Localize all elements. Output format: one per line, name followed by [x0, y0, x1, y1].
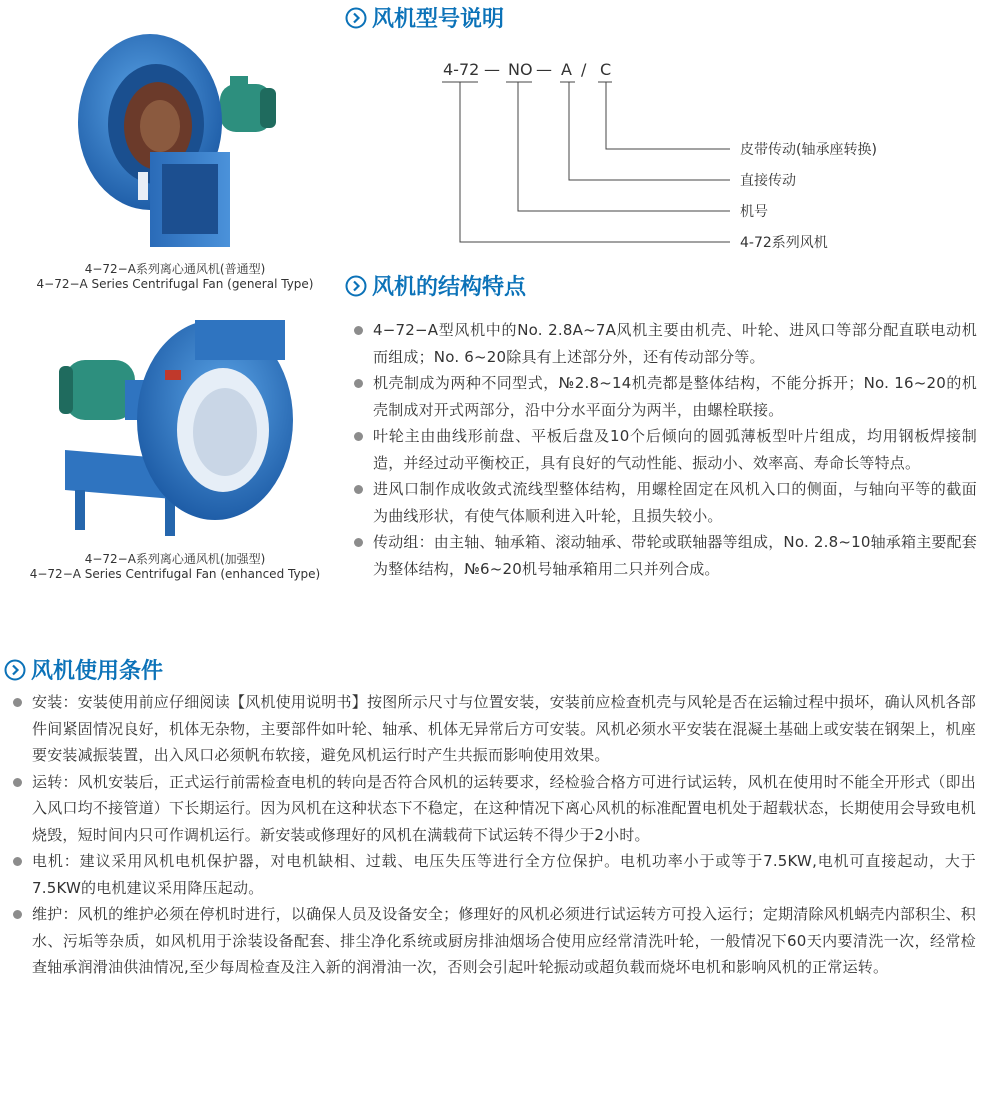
code-label-belt: 皮带传动(轴承座转换) [740, 142, 877, 158]
caption-en: 4−72−A Series Centrifugal Fan (enhanced Type) [29, 567, 321, 581]
caption-cn: 4−72−A系列离心通风机(加强型) [84, 552, 266, 566]
section-title-text: 风机使用条件 [31, 659, 164, 684]
fan-image-enhanced [55, 300, 295, 540]
model-code-diagram [430, 55, 910, 255]
caption-cn: 4−72−A系列离心通风机(普通型) [84, 262, 266, 276]
fan-caption-general [20, 262, 330, 292]
section-title-structure [345, 270, 526, 301]
list-item: 4−72−A型风机中的No. 2.8A~7A风机主要由机壳、叶轮、进风口等部分配直联电动机而组成；No. 6~20除具有上述部分外，还有传动部分等。 [353, 317, 977, 370]
section-title-text: 风机的结构特点 [372, 275, 527, 300]
chevron-right-circle-icon [345, 275, 367, 297]
code-part-dash: — [536, 60, 552, 79]
code-part-c: C [600, 60, 612, 79]
section-title-text: 风机型号说明 [372, 7, 505, 32]
list-item: 传动组：由主轴、轴承箱、滚动轴承、带轮或联轴器等组成，No. 2.8~10轴承箱主要配套为整体结构，№6~20机号轴承箱用二只并列合成。 [353, 529, 977, 582]
code-part-slash: / [581, 60, 587, 79]
list-item: 机壳制成为两种不同型式，№2.8~14机壳都是整体结构，不能分拆开；No. 16~20的机壳制成对开式两部分，沿中分水平面分为两半，由螺栓联接。 [353, 370, 977, 423]
code-part-a: A [561, 60, 572, 79]
fan-caption-enhanced [20, 552, 330, 582]
caption-en: 4−72−A Series Centrifugal Fan (general Type) [36, 277, 314, 291]
code-label-no: 机号 [740, 204, 768, 220]
code-part-series: 4-72 [443, 60, 480, 79]
section-title-usage [4, 654, 163, 685]
list-item: 安装：安装使用前应仔细阅读【风机使用说明书】按图所示尺寸与位置安装，安装前应检查机壳与风轮是否在运输过程中损坏，确认风机各部件间紧固情况良好，机体无杂物，主要部件如叶轮、轴承、机体无异常后方可安装。风机必须水平安装在混凝土基础上或安装在钢架上，机座要安装减振装置，出入风口必须帆布软接，避免风机运行时产生共振而影响使用效果。 [12, 689, 976, 769]
list-item: 电机：建议采用风机电机保护器，对电机缺相、过载、电压失压等进行全方位保护。电机功率小于或等于7.5KW,电机可直接起动，大于7.5KW的电机建议采用降压起动。 [12, 848, 976, 901]
code-part-no: NO [508, 60, 533, 79]
code-label-series: 4-72系列风机 [740, 235, 828, 251]
code-part-dash: — [484, 60, 500, 79]
list-item: 维护：风机的维护必须在停机时进行，以确保人员及设备安全；修理好的风机必须进行试运转方可投入运行；定期清除风机蜗壳内部积尘、积水、污垢等杂质，如风机用于涂装设备配套、排尘净化系统或厨房排油烟场合使用应经常清洗叶轮，一般情况下60天内要清洗一次，经常检查轴承润滑油供油情况,至少每周检查及注入新的润滑油一次，否则会引起叶轮振动或超负载而烧坏电机和影响风机的正常运转。 [12, 901, 976, 981]
fan-image-general [70, 22, 300, 257]
list-item: 运转：风机安装后，正式运行前需检查电机的转向是否符合风机的运转要求，经检验合格方可进行试运转，风机在使用时不能全开形式（即出入风口均不接管道）下长期运行。因为风机在这种状态下不稳定，在这种情况下离心风机的标准配置电机处于超载状态，长期使用会导致电机烧毁，短时间内只可作调机运行。新安装或修理好的风机在满载荷下试运转不得少于2小时。 [12, 769, 976, 849]
structure-list [353, 317, 977, 582]
code-label-direct: 直接传动 [740, 173, 796, 189]
list-item: 叶轮主由曲线形前盘、平板后盘及10个后倾向的圆弧薄板型叶片组成，均用钢板焊接制造，并经过动平衡校正，具有良好的气动性能、振动小、效率高、寿命长等特点。 [353, 423, 977, 476]
usage-list [12, 689, 976, 981]
list-item: 进风口制作成收敛式流线型整体结构，用螺栓固定在风机入口的侧面，与轴向平等的截面为曲线形状，有使气体顺利进入叶轮，且损失较小。 [353, 476, 977, 529]
chevron-right-circle-icon [345, 7, 367, 29]
chevron-right-circle-icon [4, 659, 26, 681]
section-title-model [345, 2, 504, 33]
